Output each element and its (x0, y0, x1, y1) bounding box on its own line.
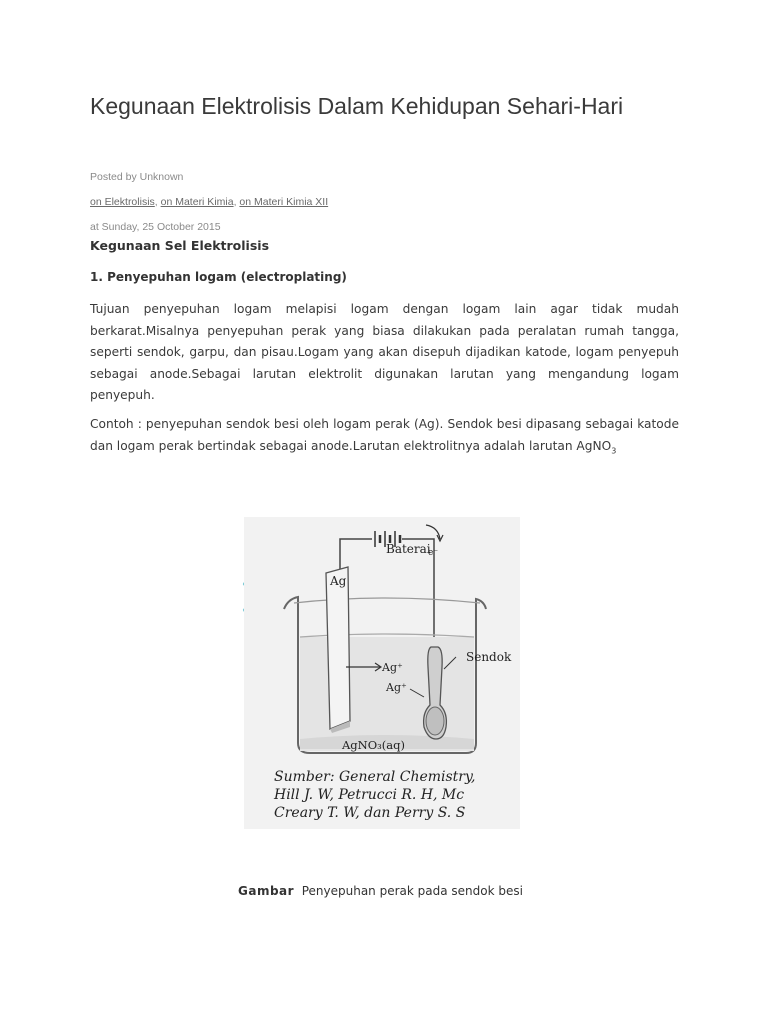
source-line-1: Sumber: General Chemistry, (274, 769, 476, 785)
source-line-2: Hill J. W, Petrucci R. H, Mc (274, 787, 465, 803)
category-link-materi-kimia[interactable]: on Materi Kimia (160, 196, 234, 208)
category-link-materi-kimia-xii[interactable]: on Materi Kimia XII (239, 196, 329, 208)
paragraph-example (90, 414, 679, 461)
ion-label-2: Ag⁺ (386, 681, 407, 694)
figure-caption (238, 884, 523, 898)
source-line-3: Creary T. W, dan Perry S. S (274, 805, 466, 821)
caption-text: Penyepuhan perak pada sendok besi (301, 884, 523, 898)
post-author: Posted by Unknown (90, 171, 184, 183)
electroplating-figure (244, 517, 520, 829)
page-title: Kegunaan Elektrolisis Dalam Kehidupan Sehari-Hari (90, 93, 624, 119)
subheading: 1. Penyepuhan logam (electroplating) (90, 270, 347, 284)
battery-label: Baterai (386, 542, 431, 556)
anode-label: Ag (330, 574, 347, 588)
subscript-3: 3 (611, 445, 617, 455)
post-categories: on Elektrolisis, on Materi Kimia, on Materi Kimia XII (90, 196, 329, 208)
solution-label: AgNO₃(aq) (342, 738, 405, 752)
category-link-elektrolisis[interactable]: on Elektrolisis (90, 196, 155, 208)
electroplating-diagram (244, 517, 520, 829)
paragraph-example-text: Contoh : penyepuhan sendok besi oleh logam perak (Ag). Sendok besi dipasang sebagai katode dan logam perak bertindak sebagai anode.Larutan elektrolitnya adalah larutan AgNO (90, 417, 679, 453)
spoon-label: Sendok (466, 650, 512, 664)
electron-label: e⁻ (428, 548, 439, 558)
ion-label-1: Ag⁺ (382, 661, 403, 674)
post-date: at Sunday, 25 October 2015 (90, 221, 221, 233)
silver-anode-plate (326, 567, 350, 729)
paragraph-intro: Tujuan penyepuhan logam melapisi logam dengan logam lain agar tidak mudah berkarat.Misalnya penyepuhan perak yang biasa dilakukan pada peralatan rumah tangga, seperti sendok, garpu, dan pisau.Logam yang akan disepuh dijadikan katode, logam penyepuh sebagai anode.Sebagai larutan elektrolit digunakan larutan yang mengandung logam penyepuh. (90, 302, 679, 402)
caption-label: Gambar (238, 884, 295, 898)
solution-fill (300, 637, 474, 751)
section-heading: Kegunaan Sel Elektrolisis (90, 238, 270, 253)
